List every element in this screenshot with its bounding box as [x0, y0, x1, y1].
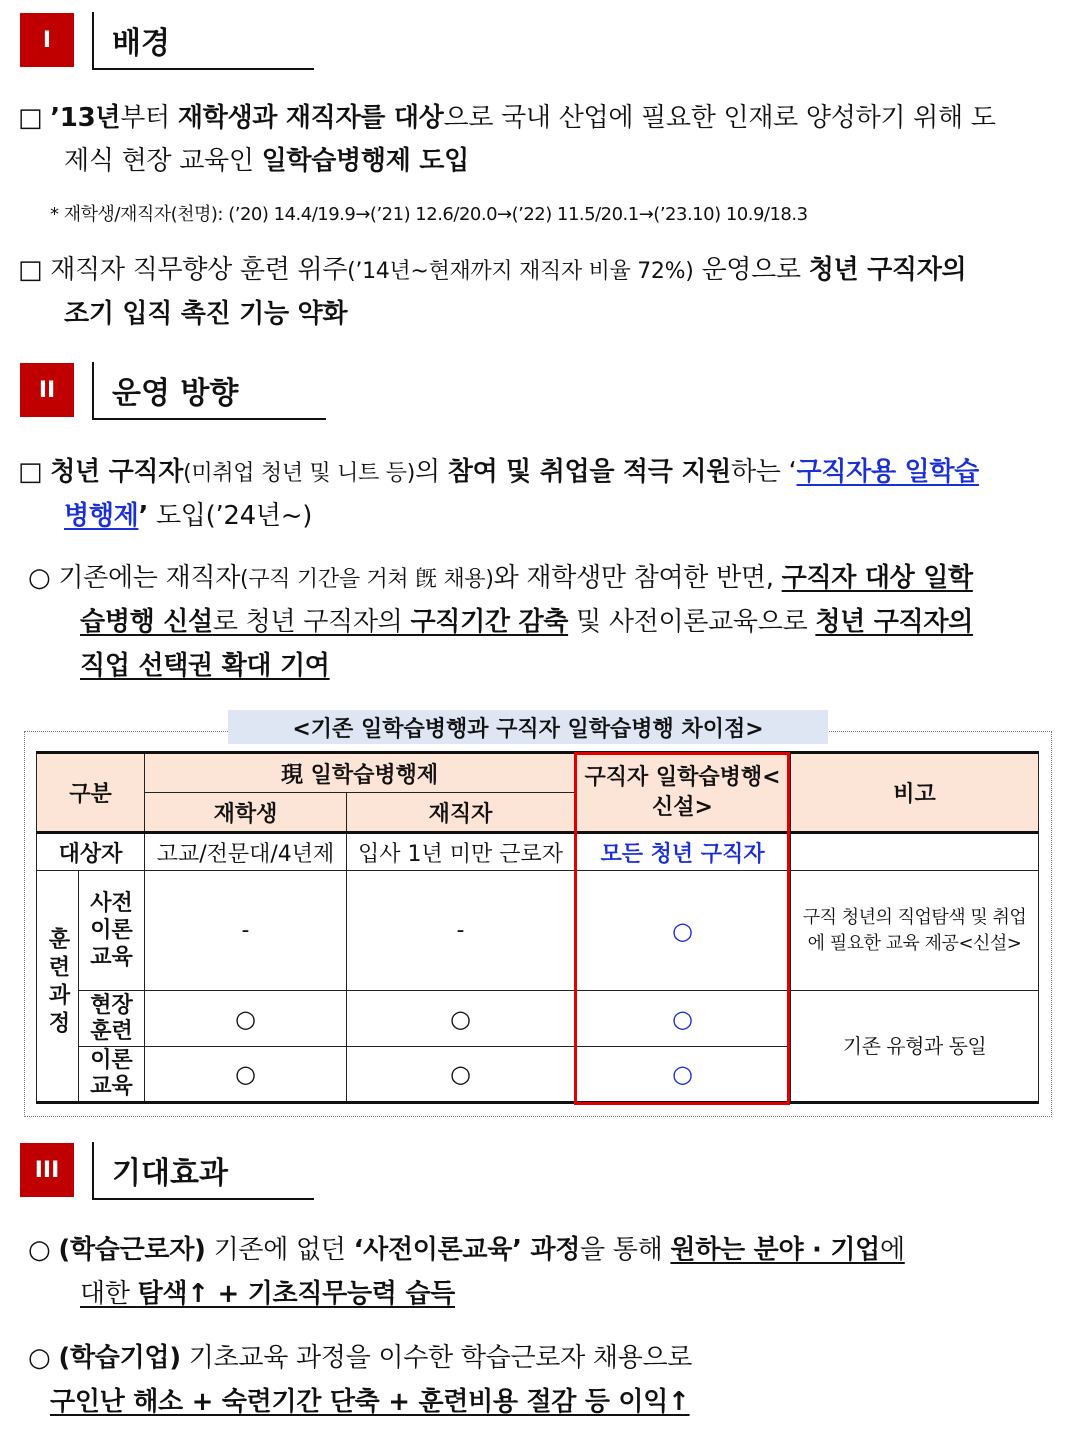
text: 부터 [120, 103, 178, 133]
cell-worker: - [347, 871, 575, 991]
text: 기존에는 재직자 [58, 563, 241, 593]
cell-note-shared: 기존 유형과 동일 [791, 991, 1039, 1103]
text: 청년 구직자의 [808, 255, 967, 285]
section-number-badge: II [20, 363, 74, 417]
paragraph [28, 1228, 905, 1272]
cell-student: ○ [145, 1047, 347, 1103]
section-underline [92, 1198, 314, 1200]
text: ‘사전이론교육’ 과정 [353, 1235, 581, 1265]
bullet: ○ [28, 563, 51, 593]
text: 탐색↑ + 기초직무능력 습득 [137, 1279, 455, 1309]
text: 청년 구직자의 [815, 607, 974, 637]
paragraph [28, 1336, 692, 1380]
section-divider [92, 12, 94, 70]
bullet: □ [18, 457, 43, 487]
comparison-table [36, 751, 1039, 1104]
paragraph-continued [80, 600, 973, 644]
paragraph-continued [64, 139, 469, 183]
paragraph-continued [64, 292, 347, 336]
section-underline [92, 68, 314, 70]
text: (학습기업) [58, 1343, 181, 1373]
text: 직업 선택권 확대 기여 [80, 651, 330, 681]
text: (학습근로자) [58, 1235, 206, 1265]
bullet: ○ [28, 1343, 51, 1373]
text: 구인난 해소 + 숙련기간 단축 + 훈련비용 절감 등 이익↑ [50, 1387, 690, 1417]
section-underline [92, 418, 326, 420]
paragraph [18, 450, 979, 496]
text: 구직자 대상 일학 [781, 563, 973, 593]
group-label [37, 871, 79, 1103]
cell-new: ○ [575, 1047, 791, 1103]
cell-student: 고교/전문대/4년제 [145, 833, 347, 871]
cell-new: ○ [575, 871, 791, 991]
paragraph [18, 96, 996, 140]
text: 을 통해 [580, 1235, 671, 1265]
section-title: 배경 [112, 26, 170, 61]
header-current-program: 現 일학습병행제 [145, 753, 575, 793]
text: 도입(’24년~) [148, 501, 313, 531]
footnote: * 재학생/재직자(천명): (’20) 14.4/19.9→(’21) 12.6/20.0→(’22) 11.5/20.1→(’23.10) 10.9/18.3 [50, 204, 808, 225]
text: 대한 [80, 1279, 138, 1309]
header-new-program: 구직자 일학습병행<신설> [575, 753, 791, 833]
paragraph-continued [64, 494, 312, 538]
text: 습병행 신설 [80, 607, 213, 637]
section-title: 운영 방향 [112, 376, 239, 411]
bullet: □ [18, 103, 43, 133]
header-worker: 재직자 [347, 793, 575, 833]
cell-student: ○ [145, 991, 347, 1047]
section-title: 기대효과 [112, 1156, 228, 1191]
section-number-badge: III [20, 1143, 74, 1197]
text: ’13년 [50, 103, 121, 133]
text: 조기 입직 촉진 기능 약화 [64, 299, 348, 329]
cell-note: 구직 청년의 직업탐색 및 취업에 필요한 교육 제공<신설> [791, 871, 1039, 991]
table-row [37, 991, 1039, 1047]
cell-new: 모든 청년 구직자 [575, 833, 791, 871]
header-note: 비고 [791, 753, 1039, 833]
cell-student: - [145, 871, 347, 991]
table-row [37, 871, 1039, 991]
cell-worker: 입사 1년 미만 근로자 [347, 833, 575, 871]
table-caption: <기존 일학습병행과 구직자 일학습병행 차이점> [228, 710, 828, 744]
row-label: 사전이론교육 [79, 871, 145, 991]
text: 기존에 없던 [205, 1235, 354, 1265]
paragraph-continued [80, 644, 330, 688]
group-label-text: 훈련과정 [45, 927, 70, 1039]
header-student: 재학생 [145, 793, 347, 833]
text: 재직자 직무향상 훈련 위주 [50, 255, 348, 285]
text: 하는 ‘ [730, 457, 797, 487]
text: 원하는 분야 · 기업 [670, 1235, 880, 1265]
text: (’14년~현재까지 재직자 비율 72%) [347, 259, 694, 284]
section-number-badge: I [20, 13, 74, 67]
row-label: 대상자 [37, 833, 145, 871]
paragraph-continued [50, 1380, 690, 1424]
bullet: □ [18, 255, 43, 285]
text: (미취업 청년 및 니트 등) [183, 461, 415, 486]
text: 재학생과 재직자를 대상 [177, 103, 444, 133]
text: 일학습병행제 도입 [261, 146, 469, 176]
text: 기초교육 과정을 이수한 학습근로자 채용으로 [180, 1343, 693, 1373]
table-row [37, 833, 1039, 871]
cell-new: ○ [575, 991, 791, 1047]
section-divider [92, 1142, 94, 1200]
link-job-seeker-program[interactable]: 병행제 [64, 501, 139, 531]
header-group: 구분 [37, 753, 145, 833]
section-divider [92, 362, 94, 420]
cell-worker: ○ [347, 1047, 575, 1103]
text: 으로 국내 산업에 필요한 인재로 양성하기 위해 도 [443, 103, 996, 133]
text: 에 [879, 1235, 905, 1265]
row-label: 현장훈련 [79, 991, 145, 1047]
text: 참여 및 취업을 적극 지원 [447, 457, 731, 487]
text: 와 재학생만 참여한 반면, [493, 563, 782, 593]
text: 구직기간 감축 [410, 607, 569, 637]
text: ’ [138, 501, 149, 531]
paragraph [28, 556, 973, 602]
text: 의 [415, 457, 448, 487]
text: (구직 기간을 거쳐 旣 채용) [240, 567, 494, 592]
cell-worker: ○ [347, 991, 575, 1047]
link-job-seeker-program[interactable]: 구직자용 일학습 [796, 457, 979, 487]
cell-note [791, 833, 1039, 871]
paragraph-continued [80, 1272, 455, 1316]
text: 청년 구직자 [50, 457, 184, 487]
bullet: ○ [28, 1235, 51, 1265]
text: 및 사전이론교육으로 [568, 607, 816, 637]
row-label: 이론교육 [79, 1047, 145, 1103]
text: 운영으로 [693, 255, 809, 285]
paragraph [18, 248, 966, 294]
text: 제식 현장 교육인 [64, 146, 262, 176]
text: 로 청년 구직자의 [212, 607, 411, 637]
